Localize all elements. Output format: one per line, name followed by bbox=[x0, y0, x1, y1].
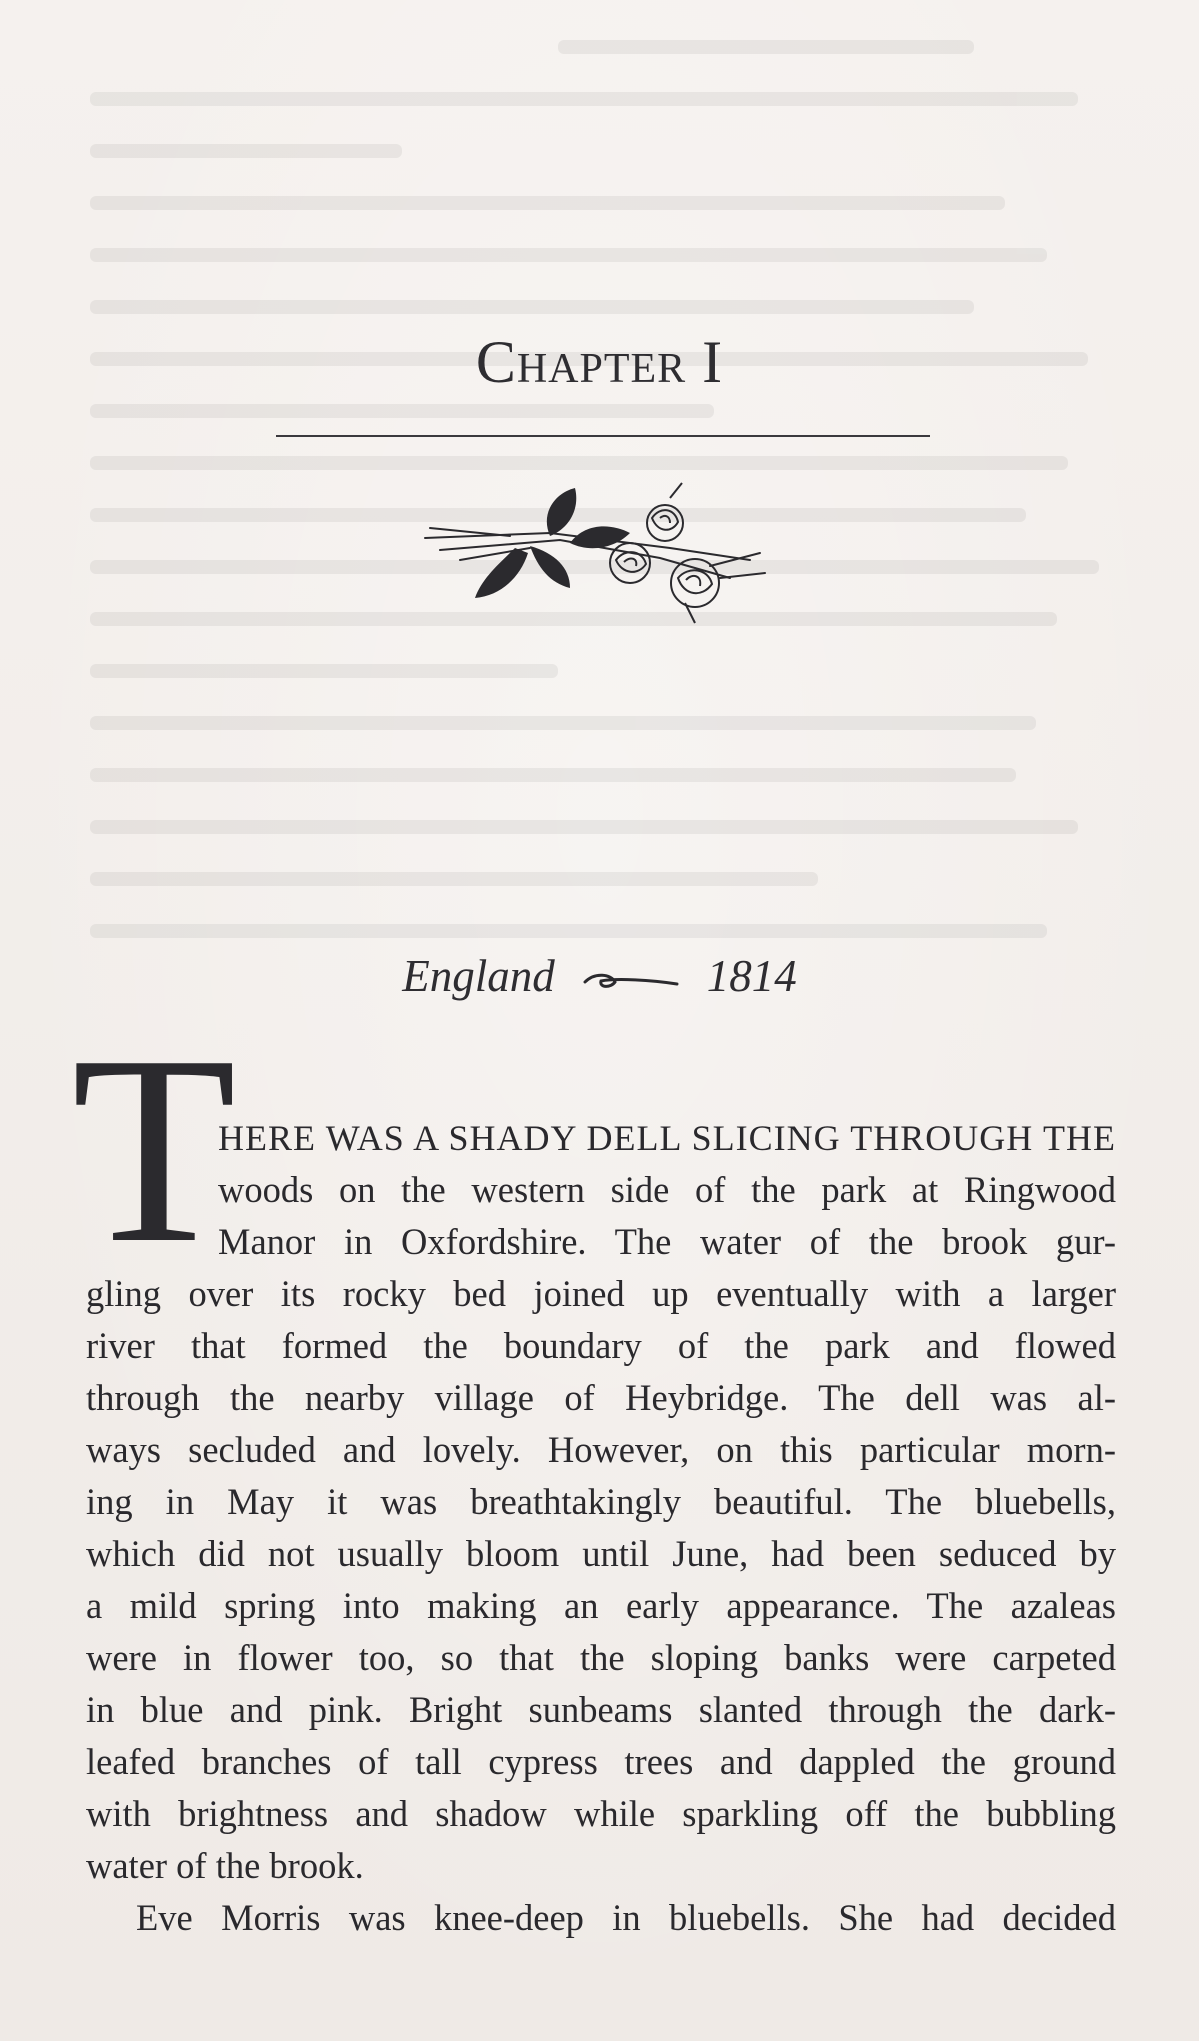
text-line: Manor in Oxfordshire. The water of the brook gur- bbox=[218, 1221, 1116, 1262]
text-line: HERE WAS A SHADY DELL SLICING THROUGH THE bbox=[218, 1118, 1116, 1158]
dateline bbox=[0, 950, 1199, 1002]
text-line: water of the brook. bbox=[86, 1845, 364, 1886]
chapter-body-text bbox=[86, 1112, 1116, 1944]
text-line: with brightness and shadow while sparkling off the bubbling bbox=[86, 1793, 1116, 1834]
text-line: in blue and pink. Bright sunbeams slanted through the dark- bbox=[86, 1689, 1116, 1730]
text-line: woods on the western side of the park at Ringwood bbox=[218, 1169, 1116, 1210]
text-line: river that formed the boundary of the park and flowed bbox=[86, 1325, 1116, 1366]
dateline-place: England bbox=[402, 951, 555, 1001]
text-line: were in flower too, so that the sloping banks were carpeted bbox=[86, 1637, 1116, 1678]
chapter-heading: Chapter I bbox=[475, 329, 724, 395]
text-line: through the nearby village of Heybridge. The dell was al- bbox=[86, 1377, 1116, 1418]
swash-ornament-icon bbox=[581, 966, 681, 996]
chapter-rule bbox=[276, 435, 930, 437]
text-line: Eve Morris was knee-deep in bluebells. She had decided bbox=[136, 1897, 1116, 1938]
text-line: which did not usually bloom until June, had been seduced by bbox=[86, 1533, 1116, 1574]
dateline-year: 1814 bbox=[706, 951, 797, 1001]
rose-ornament-icon bbox=[420, 478, 770, 633]
text-line: leafed branches of tall cypress trees and dappled the ground bbox=[86, 1741, 1116, 1782]
text-line: ways secluded and lovely. However, on this particular morn- bbox=[86, 1429, 1116, 1470]
text-line: ing in May it was breathtakingly beautiful. The bluebells, bbox=[86, 1481, 1116, 1522]
text-line: a mild spring into making an early appearance. The azaleas bbox=[86, 1585, 1116, 1626]
text-line: gling over its rocky bed joined up eventually with a larger bbox=[86, 1273, 1116, 1314]
svg-text:T: T bbox=[71, 1000, 237, 1299]
